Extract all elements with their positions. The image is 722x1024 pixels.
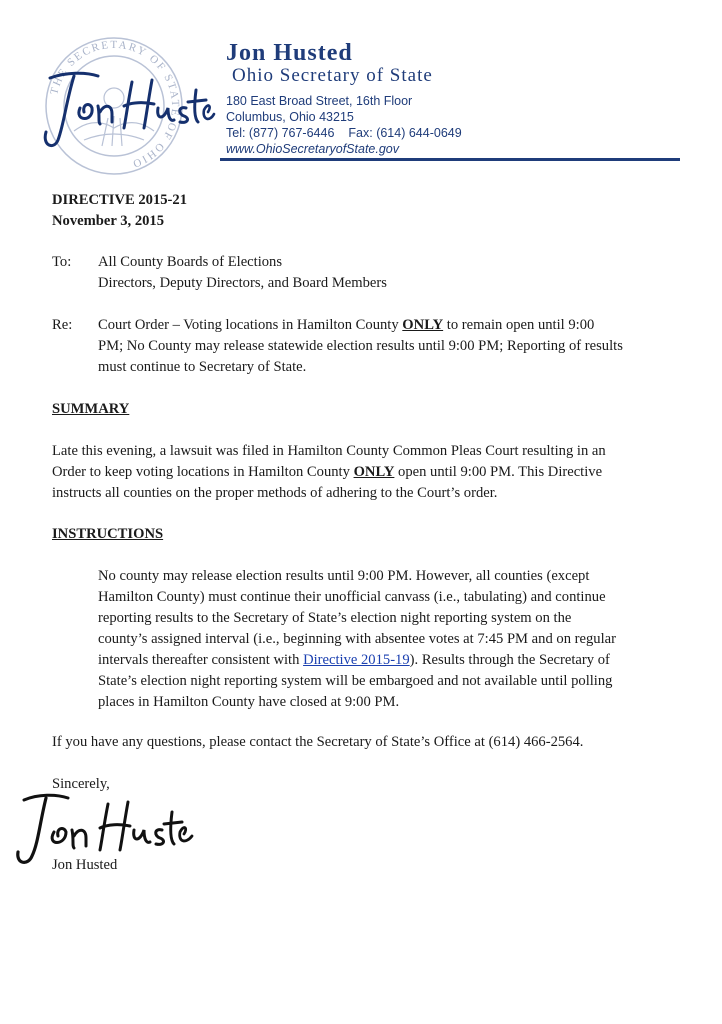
instructions-line-2: Hamilton County) must continue their unofficial canvass (i.e., tabulating) and continue: [98, 589, 606, 605]
directive-date: November 3, 2015: [52, 213, 165, 229]
directive-2015-19-link[interactable]: Directive 2015-19: [303, 652, 410, 668]
instructions-line-4: county’s assigned interval (i.e., beginning with absentee votes at 7:45 PM and on regular: [98, 631, 616, 647]
instructions-text-5a: intervals thereafter consistent with: [98, 652, 304, 668]
summary-body: [52, 441, 682, 504]
summary-heading: SUMMARY: [52, 401, 130, 417]
summary-text-2a: Order to keep voting locations in Hamilton County: [52, 464, 354, 480]
re-emphasis: ONLY: [402, 317, 444, 333]
header-divider: [220, 158, 680, 161]
website-link[interactable]: www.OhioSecretaryofState.gov: [226, 142, 399, 156]
instructions-line-3: reporting results to the Secretary of State’s election night reporting system on the: [98, 610, 572, 626]
fax-number: Fax: (614) 644-0649: [348, 126, 462, 140]
to-label: To:: [52, 254, 72, 270]
to-line-2: Directors, Deputy Directors, and Board Members: [98, 275, 387, 291]
instructions-text-5b: ). Results through the Secretary of: [409, 652, 610, 668]
instructions-line-7: places in Hamilton County have closed at 9:00 PM.: [98, 694, 400, 710]
instructions-line-1: No county may release election results until 9:00 PM. However, all counties (except: [98, 568, 590, 584]
instructions-line-5: [98, 650, 688, 671]
header-signature: [36, 62, 216, 152]
sincerely: Sincerely,: [52, 776, 110, 792]
address-line-1: 180 East Broad Street, 16th Floor: [226, 94, 413, 108]
re-text-2: to remain open until 9:00: [443, 317, 595, 333]
contact-sentence: If you have any questions, please contact the Secretary of State’s Office at (614) 466-2564.: [52, 734, 584, 750]
directive-number: DIRECTIVE 2015-21: [52, 192, 188, 208]
svg-text:THE SECRETARY OF STATE OF OHIO: THE SECRETARY OF STATE OF OHIO: [48, 38, 182, 171]
re-line-1: [98, 315, 678, 336]
re-line-2: PM; No County may release statewide election results until 9:00 PM; Reporting of results: [98, 338, 623, 354]
re-subject: [98, 315, 678, 378]
address-line-2: Columbus, Ohio 43215: [226, 110, 354, 124]
summary-line-3: instructs all counties on the proper methods of adhering to the Court’s order.: [52, 485, 498, 501]
summary-emphasis: ONLY: [353, 464, 395, 480]
re-label: Re:: [52, 317, 73, 333]
instructions-heading: INSTRUCTIONS: [52, 526, 164, 542]
tel-number: Tel: (877) 767-6446: [226, 126, 335, 140]
re-text-1: Court Order – Voting locations in Hamilton County: [98, 317, 403, 333]
summary-line-2: [52, 462, 682, 483]
header-name: Jon Husted: [226, 40, 353, 66]
summary-line-1: Late this evening, a lawsuit was filed in Hamilton County Common Pleas Court resulting in an: [52, 443, 606, 459]
to-recipients: [98, 252, 387, 294]
to-line-1: All County Boards of Elections: [98, 254, 283, 270]
phone-line: [226, 125, 462, 141]
signer-name: Jon Husted: [52, 857, 118, 873]
re-line-3: must continue to Secretary of State.: [98, 359, 307, 375]
instructions-body: [98, 566, 688, 713]
header-address: [226, 93, 462, 157]
instructions-line-6: State’s election night reporting system will be embargoed and not available until polling: [98, 673, 613, 689]
header-title: Ohio Secretary of State: [232, 65, 433, 86]
summary-text-2b: open until 9:00 PM. This Directive: [394, 464, 603, 480]
